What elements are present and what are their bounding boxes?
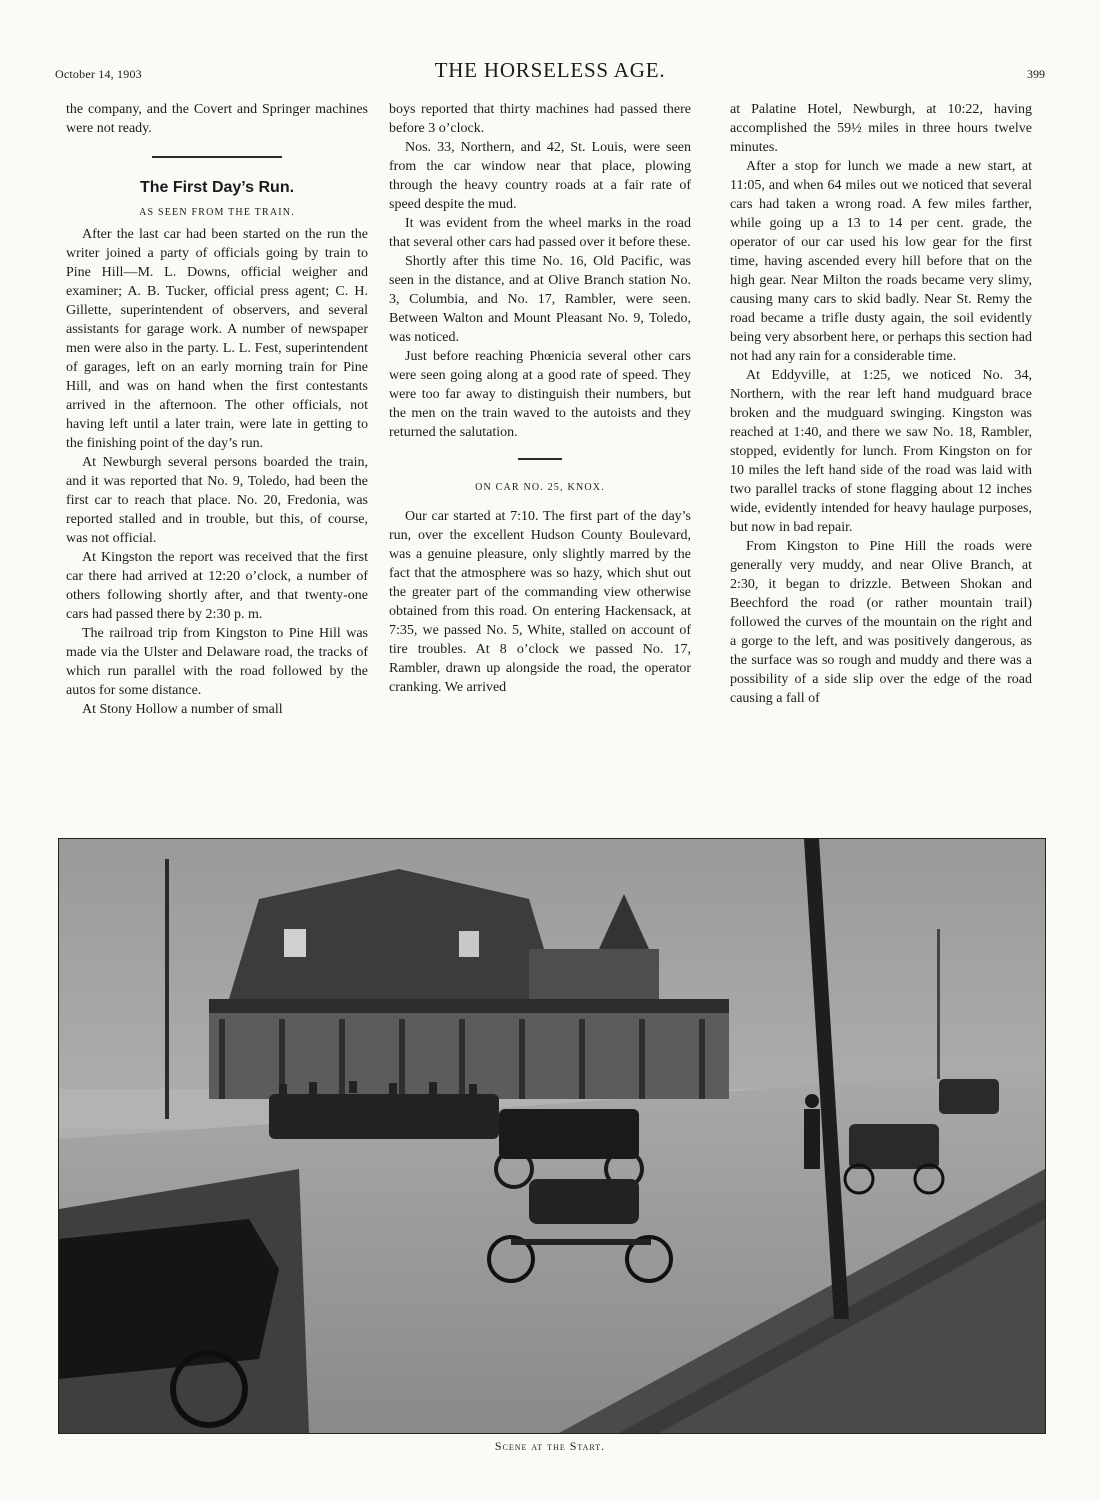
paragraph: The railroad trip from Kingston to Pine Hill was made via the Ulster and Delaware road, the tracks of which run parallel with the road followed by the autos for some distance. — [66, 626, 368, 698]
paragraph: From Kingston to Pine Hill the roads were generally very muddy, and near Olive Branch, at 2:30, it began to drizzle. Between Shokan and Beechford the road (or rather mountain trail) followed the curves of the mountain on the right and a gorge to the left, and was positively dangerous, as the surface was so rough and muddy and there was a possibility of a side slip over the edge of the road causing a fall of — [730, 539, 1032, 706]
paragraph: At Newburgh several persons boarded the train, and it was reported that No. 9, Toledo, had been the first car to reach that place. No. 20, Fredonia, was reported stalled and in trouble, but this, of course, was not official. — [66, 455, 368, 546]
automobile — [939, 1079, 999, 1114]
paragraph: Just before reaching Phœnicia several other cars were seen going along at a good rate of speed. They were too far away to distinguish their numbers, but the men on the train waved to the autoists and they returned the salutation. — [389, 349, 691, 440]
paragraph: boys reported that thirty machines had passed there before 3 o’clock. — [389, 102, 691, 136]
text-column-2 — [389, 100, 691, 697]
paragraph: Our car started at 7:10. The first part of the day’s run, over the excellent Hudson County Boulevard, was a genuine pleasure, only slightly marred by the fact that the atmosphere was so hazy, which shut out the greater part of the commanding view otherwise obtained from this road. On entering Hackensack, at 7:35, we passed No. 5, White, stalled on account of tire troubles. At 8 o’clock we passed No. 17, Rambler, drawn up alongside the road, the operator cranking. We arrived — [389, 509, 691, 695]
section-heading: The First Day’s Run. — [139, 179, 295, 196]
paragraph: At Stony Hollow a number of small — [82, 702, 283, 717]
text-column-3 — [730, 100, 1032, 708]
page-number: 399 — [1027, 67, 1045, 81]
photograph-scene — [59, 839, 1045, 1433]
paragraph: After the last car had been started on the run the writer joined a party of officials going by train to Pine Hill—M. L. Downs, official weigher and examiner; A. B. Tucker, official press agent; C. H. Gillette, superintendent of observers, and several assistants for garage work. A number of newspaper men were also in the party. L. L. Fest, superintendent of garages, left on an early morning train for Pine Hill, and was on hand when the first contestants arrived in the afternoon. The other officials, not having left until a later train, were late in getting to the finishing point of the day’s run. — [66, 227, 368, 451]
photograph — [58, 838, 1046, 1434]
paragraph: at Palatine Hotel, Newburgh, at 10:22, having accomplished the 59½ miles in three hours twelve minutes. — [730, 102, 1032, 155]
section-subheading: ON CAR NO. 25, KNOX. — [475, 482, 605, 493]
section-divider — [152, 156, 282, 158]
paragraph: At Eddyville, at 1:25, we noticed No. 34, Northern, with the rear left hand mudguard brace broken and the mudguard swinging. Kingston was reached at 1:40, and there we saw No. 18, Rambler, stopped, evidently for lunch. From Kingston on for 10 miles the left hand side of the road was laid with two parallel tracks of stone flagging about 12 inches wide, evidently intended for heavy haulage purposes, but now in bad repair. — [730, 368, 1032, 535]
text-column-1 — [66, 100, 368, 719]
paragraph: Shortly after this time No. 16, Old Pacific, was seen in the distance, and at Olive Branch station No. 3, Columbia, and No. 17, Rambler, were seen. Between Walton and Mount Pleasant No. 9, Toledo, was noticed. — [389, 254, 691, 345]
section-subheading: AS SEEN FROM THE TRAIN. — [139, 207, 295, 218]
paragraph: After a stop for lunch we made a new start, at 11:05, and when 64 miles out we noticed that several cars had taken a wrong road. A few miles farther, while going up a 13 to 14 per cent. grade, the operator of our car used his low gear for the first time, having ascended every hill before that on the high gear. Near Milton the roads became very slimy, causing many cars to skid badly. Near St. Remy the road became a trifle dusty again, the soil evidently being very absorbent here, or perhaps this section had not had any rain for a considerable time. — [730, 159, 1032, 364]
photo-caption: Scene at the Start. — [494, 1439, 606, 1453]
page-header — [55, 58, 1045, 88]
paragraph: Nos. 33, Northern, and 42, St. Louis, were seen from the car window near that place, plowing through the heavy country roads at a fair rate of speed despite the mud. — [389, 140, 691, 212]
section-divider — [518, 458, 562, 460]
paragraph: It was evident from the wheel marks in the road that several other cars had passed over it before these. — [389, 216, 691, 250]
paragraph: At Kingston the report was received that the first car there had arrived at 12:20 o’clock, a number of others following shortly after, and that twenty-one cars had passed there by 2:30 p. m. — [66, 550, 368, 622]
issue-date: October 14, 1903 — [55, 67, 142, 81]
paragraph: the company, and the Covert and Springer machines were not ready. — [66, 102, 368, 136]
publication-title: THE HORSELESS AGE. — [434, 58, 666, 82]
